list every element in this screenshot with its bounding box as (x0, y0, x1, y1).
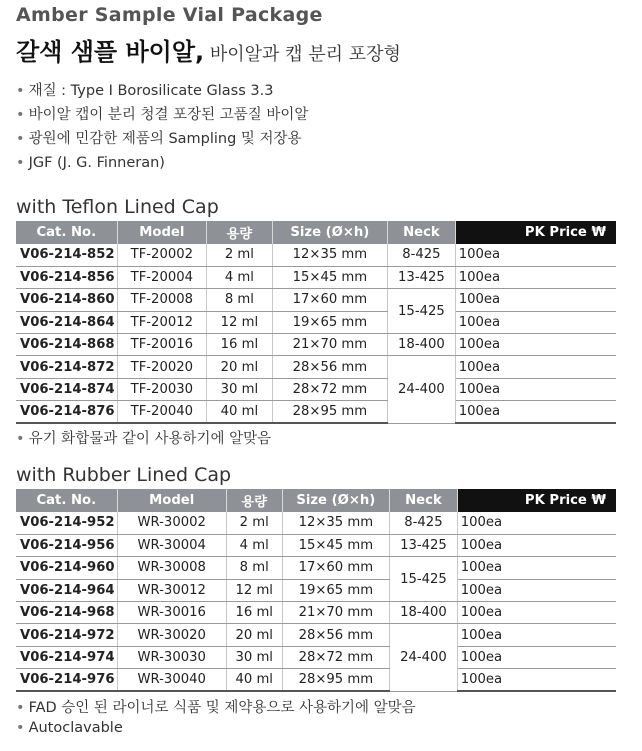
title-english: Amber Sample Vial Package (16, 4, 323, 26)
table-cell: 20 ml (226, 624, 282, 646)
neck-cell: 8-425 (388, 244, 456, 266)
teflon-section-title: with Teflon Lined Cap (16, 196, 219, 218)
table-cell: 28×56 mm (272, 356, 387, 378)
table-row (16, 311, 616, 333)
table-row (16, 401, 616, 423)
text: 재질 : Type I Borosilicate Glass 3.3 (28, 83, 274, 99)
table-cell: V06-214-876 (16, 401, 117, 423)
table-cell: WR-30040 (117, 669, 226, 691)
table-cell: 8 ml (226, 557, 282, 579)
table-cell: V06-214-956 (16, 534, 117, 556)
table-cell: 30 ml (207, 378, 273, 400)
rubber-section-title: with Rubber Lined Cap (16, 464, 232, 486)
table-header-row (16, 489, 616, 512)
table-cell: 100ea (457, 602, 616, 624)
title-korean (16, 32, 401, 67)
table-cell: 19×65 mm (272, 311, 387, 333)
table-row (16, 356, 616, 378)
col-header-neck: Neck (390, 489, 458, 512)
table-cell: 17×60 mm (272, 289, 387, 311)
table-cell: WR-30030 (117, 646, 226, 668)
text: Autoclavable (28, 720, 123, 736)
table-cell: V06-214-860 (16, 289, 117, 311)
table-row (16, 669, 616, 691)
table-cell: 100ea (457, 579, 616, 601)
table-row (16, 624, 616, 646)
table-cell: 12 ml (207, 311, 273, 333)
table-cell: TF-20012 (117, 311, 207, 333)
table-cell: 12×35 mm (282, 512, 390, 534)
col-header-model: Model (117, 221, 207, 244)
table-cell: 28×56 mm (282, 624, 390, 646)
table-cell: 12 ml (226, 579, 282, 601)
table-cell: V06-214-868 (16, 334, 117, 356)
bullet-icon: • (16, 131, 25, 147)
col-header-size: Size (Ø×h) (282, 489, 390, 512)
table-cell: WR-30012 (117, 579, 226, 601)
neck-cell: 24-400 (388, 356, 456, 423)
table-cell: 30 ml (226, 646, 282, 668)
table-cell: TF-20040 (117, 401, 207, 423)
feature-item (16, 79, 308, 103)
col-header-neck: Neck (388, 221, 456, 244)
table-cell: 2 ml (207, 244, 273, 266)
table-cell: 16 ml (226, 602, 282, 624)
table-cell: TF-20002 (117, 244, 207, 266)
neck-cell: 13-425 (390, 534, 458, 556)
table-cell: 100ea (455, 289, 616, 311)
rubber-table (16, 489, 616, 692)
table-cell: WR-30016 (117, 602, 226, 624)
table-cell: V06-214-964 (16, 579, 117, 601)
table-cell: 40 ml (207, 401, 273, 423)
table-row (16, 646, 616, 668)
table-cell: 8 ml (207, 289, 273, 311)
table-cell: V06-214-976 (16, 669, 117, 691)
text: 유기 화합물과 같이 사용하기에 알맞음 (28, 431, 272, 447)
col-header-model: Model (117, 489, 226, 512)
col-header-cat: Cat. No. (16, 221, 117, 244)
table-cell: V06-214-972 (16, 624, 117, 646)
table-cell: 4 ml (207, 266, 273, 288)
teflon-note (16, 427, 271, 448)
col-header-price: PK Price ₩ (457, 489, 616, 512)
table-row (16, 602, 616, 624)
table-cell: 100ea (455, 311, 616, 333)
table-cell: 100ea (455, 356, 616, 378)
bullet-icon: • (16, 431, 25, 447)
table-cell: 100ea (457, 669, 616, 691)
table-cell: 40 ml (226, 669, 282, 691)
feature-item (16, 151, 308, 175)
table-cell: 12×35 mm (272, 244, 387, 266)
table-cell: 28×72 mm (272, 378, 387, 400)
neck-cell: 15-425 (390, 557, 458, 602)
table-row (16, 244, 616, 266)
text: FAD 승인 된 라이너로 식품 및 제약용으로 사용하기에 알맞음 (28, 700, 416, 716)
table-cell: 100ea (457, 624, 616, 646)
table-cell: V06-214-856 (16, 266, 117, 288)
table-cell: TF-20030 (117, 378, 207, 400)
bullet-icon: • (16, 700, 25, 716)
table-row (16, 534, 616, 556)
table-cell: 15×45 mm (282, 534, 390, 556)
table-cell: V06-214-874 (16, 378, 117, 400)
table-cell: 16 ml (207, 334, 273, 356)
table-cell: 100ea (455, 401, 616, 423)
neck-cell: 24-400 (390, 624, 458, 691)
table-cell: V06-214-872 (16, 356, 117, 378)
table-cell: WR-30004 (117, 534, 226, 556)
table-cell: 100ea (455, 266, 616, 288)
table-cell: WR-30020 (117, 624, 226, 646)
table-cell: 20 ml (207, 356, 273, 378)
bullet-icon: • (16, 720, 25, 736)
neck-cell: 15-425 (388, 289, 456, 334)
table-cell: V06-214-952 (16, 512, 117, 534)
title-korean-sub: 바이알과 캡 분리 포장형 (204, 44, 401, 65)
table-cell: 21×70 mm (272, 334, 387, 356)
rubber-note-fda (16, 696, 416, 717)
table-cell: 100ea (457, 512, 616, 534)
bullet-icon: • (16, 83, 25, 99)
text: 바이알 캡이 분리 청결 포장된 고품질 바이알 (28, 107, 309, 123)
table-cell: TF-20020 (117, 356, 207, 378)
table-cell: WR-30008 (117, 557, 226, 579)
col-header-volume: 용량 (207, 221, 273, 244)
table-row (16, 334, 616, 356)
teflon-table (16, 221, 616, 424)
table-row (16, 512, 616, 534)
text: 광원에 민감한 제품의 Sampling 및 저장용 (28, 131, 302, 147)
table-row (16, 557, 616, 579)
table-cell: 4 ml (226, 534, 282, 556)
table-cell: 100ea (457, 534, 616, 556)
table-cell: WR-30002 (117, 512, 226, 534)
table-cell: 28×95 mm (282, 669, 390, 691)
table-cell: 17×60 mm (282, 557, 390, 579)
table-cell: 28×95 mm (272, 401, 387, 423)
neck-cell: 13-425 (388, 266, 456, 288)
table-cell: TF-20004 (117, 266, 207, 288)
col-header-price: PK Price ₩ (455, 221, 616, 244)
table-cell: 100ea (457, 557, 616, 579)
col-header-volume: 용량 (226, 489, 282, 512)
feature-item (16, 103, 308, 127)
title-korean-main: 갈색 샘플 바이알, (16, 38, 205, 66)
table-row (16, 579, 616, 601)
table-cell: TF-20016 (117, 334, 207, 356)
col-header-cat: Cat. No. (16, 489, 117, 512)
feature-list (16, 79, 308, 175)
neck-cell: 8-425 (390, 512, 458, 534)
feature-item (16, 127, 308, 151)
text: JGF (J. G. Finneran) (28, 155, 165, 171)
table-cell: 19×65 mm (282, 579, 390, 601)
table-cell: 100ea (455, 378, 616, 400)
neck-cell: 18-400 (388, 334, 456, 356)
table-cell: TF-20008 (117, 289, 207, 311)
table-cell: 15×45 mm (272, 266, 387, 288)
table-header-row (16, 221, 616, 244)
table-cell: 28×72 mm (282, 646, 390, 668)
neck-cell: 18-400 (390, 602, 458, 624)
table-cell: 100ea (455, 334, 616, 356)
table-cell: V06-214-968 (16, 602, 117, 624)
table-cell: 2 ml (226, 512, 282, 534)
table-cell: V06-214-864 (16, 311, 117, 333)
table-row (16, 378, 616, 400)
table-cell: V06-214-852 (16, 244, 117, 266)
bullet-icon: • (16, 155, 25, 171)
table-cell: 100ea (455, 244, 616, 266)
table-row (16, 289, 616, 311)
table-cell: 100ea (457, 646, 616, 668)
col-header-size: Size (Ø×h) (272, 221, 387, 244)
table-row (16, 266, 616, 288)
table-cell: 21×70 mm (282, 602, 390, 624)
table-cell: V06-214-974 (16, 646, 117, 668)
bullet-icon: • (16, 107, 25, 123)
table-cell: V06-214-960 (16, 557, 117, 579)
rubber-note-autoclavable (16, 720, 123, 736)
